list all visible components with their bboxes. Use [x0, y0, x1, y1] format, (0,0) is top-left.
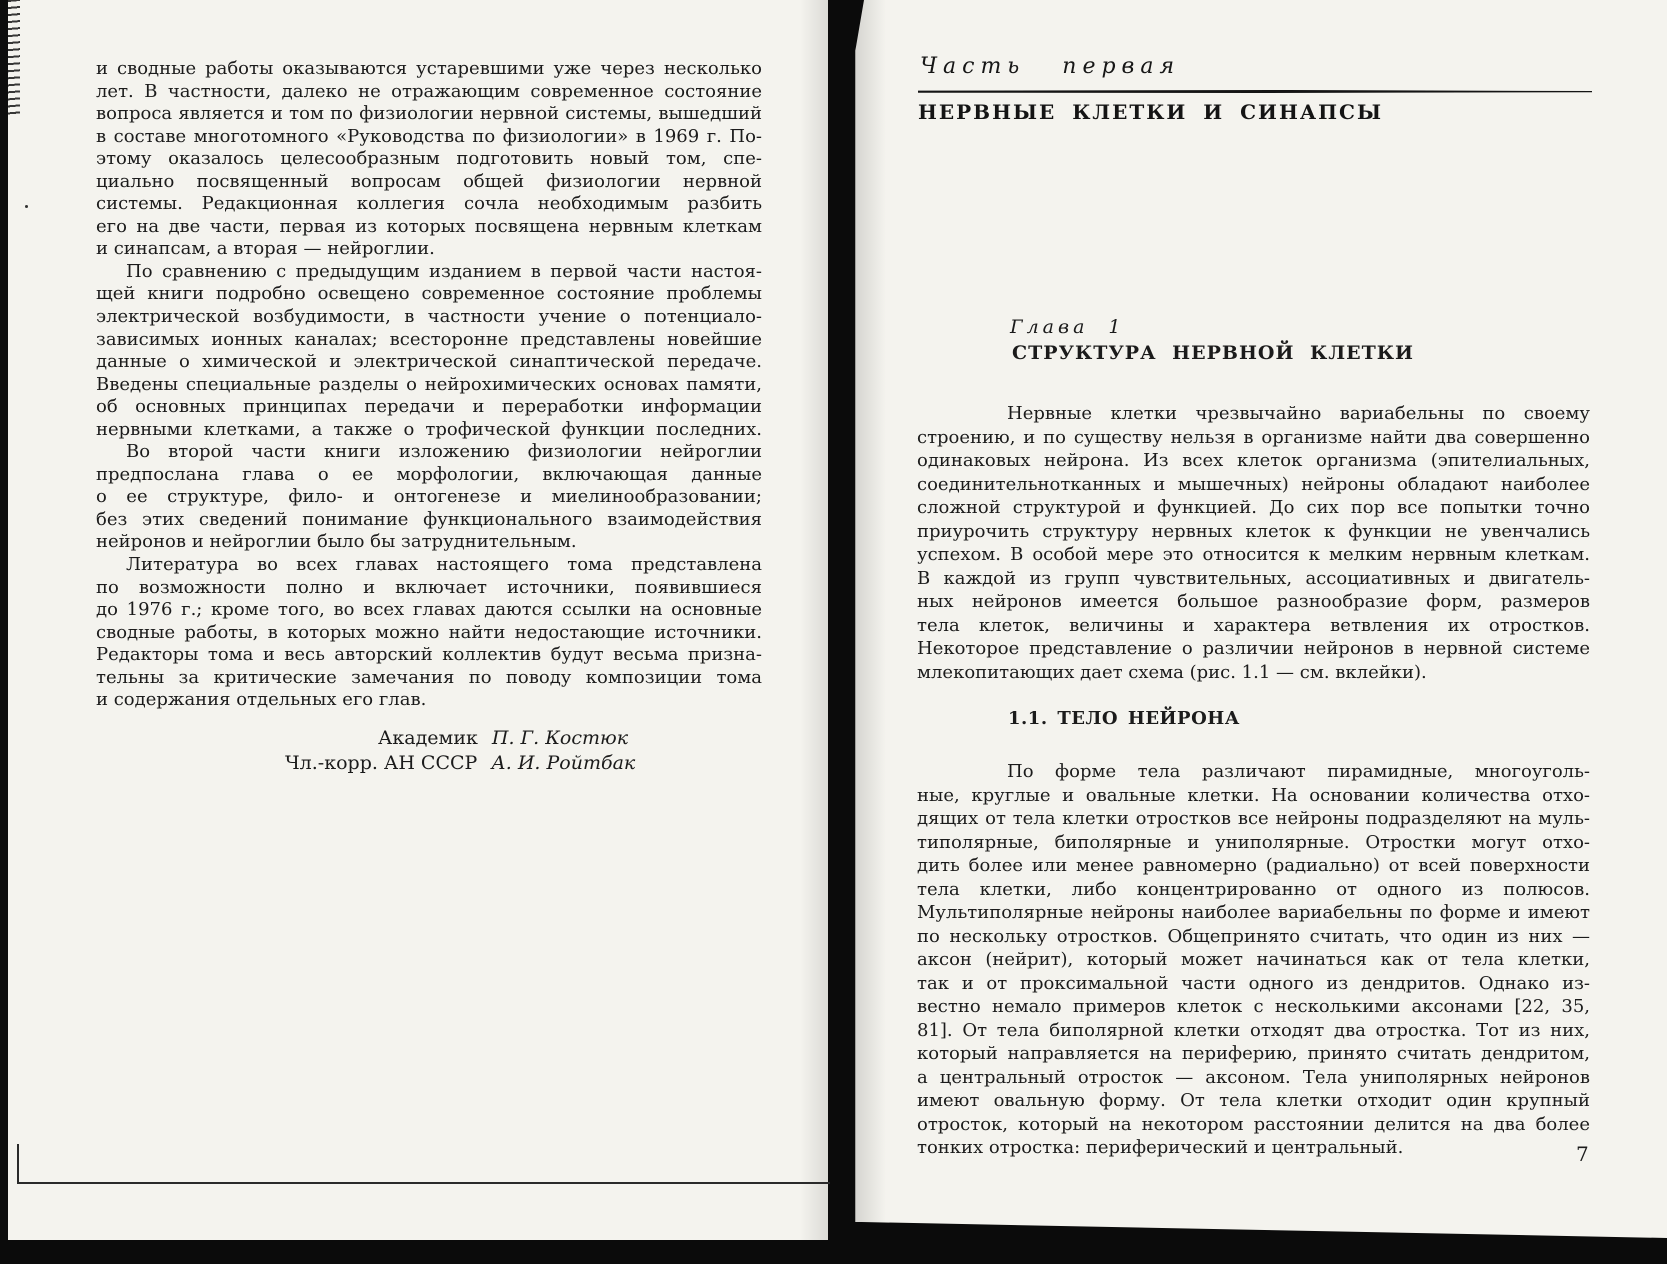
text-line: успехом. В особой мере это относится к мелким нервным клеткам.: [917, 544, 1590, 565]
gutter-shadow-right: [856, 0, 886, 1264]
text-line: щей книги подробно освещено современное состояние проблемы: [96, 283, 762, 305]
text-line: По форме тела различают пирамидные, многоуголь-: [1007, 761, 1590, 782]
text-line: по нескольку отростков. Общепринято считать, что один из них —: [917, 925, 1590, 947]
text-line: о ее структуре, фило- и онтогенезе и миелинообразовании;: [96, 486, 762, 508]
left-page-corner-edge-line: [17, 1144, 19, 1184]
signature-name: А. И. Ройтбак: [491, 752, 636, 774]
text-line: имеют овальную форму. От тела клетки отходит один крупный: [917, 1090, 1590, 1111]
text-line: одинаковых нейрона. Из всех клеток организма (эпителиальных,: [917, 450, 1590, 471]
text-line: Литература во всех главах настоящего тома представлена: [126, 554, 762, 576]
text-line: а центральный отросток — аксоном. Тела униполярных нейронов: [917, 1066, 1590, 1088]
left-page-bottom-edge-line: [18, 1182, 830, 1184]
text-line: в составе многотомного «Руководства по физиологии» в 1969 г. По-: [96, 125, 762, 147]
text-line: строению, и по существу нельзя в организме найти два совершенно: [917, 426, 1590, 448]
text-line: Нервные клетки чрезвычайно вариабельны по своему: [1007, 403, 1590, 424]
text-line: циально посвященный вопросам общей физиологии нервной: [96, 170, 762, 192]
text-line: отросток, который на некотором расстоянии делится на два более: [917, 1113, 1590, 1135]
gutter-shadow-left: [800, 0, 828, 1264]
text-line: и сводные работы оказываются устаревшими уже через несколько: [96, 58, 762, 79]
scan-edge-bottom-band: [0, 1240, 1667, 1264]
text-line: По сравнению с предыдущим изданием в первой части настоя-: [126, 260, 762, 282]
text-line: дить более или менее равномерно (радиально) от всей поверхности: [917, 855, 1590, 876]
signature-name: П. Г. Костюк: [491, 727, 629, 749]
text-line: Редакторы тома и весь авторский коллектив будут весьма призна-: [96, 644, 762, 666]
text-line: тела клеток, величины и характера ветвления их отростков.: [917, 614, 1590, 636]
text-line: ные, круглые и овальные клетки. На основании количества отхо-: [917, 784, 1590, 806]
page-number: 7: [1576, 1142, 1589, 1166]
text-line: вопроса является и том по физиологии нервной системы, вышедший: [96, 103, 762, 125]
chapter-title: СТРУКТУРА НЕРВНОЙ КЛЕТКИ: [1012, 342, 1414, 364]
text-line: данные о химической и электрической синаптической передаче.: [96, 351, 762, 373]
text-line: Во второй части книги изложению физиологии нейроглии: [126, 441, 762, 463]
text-line: до 1976 г.; кроме того, во всех главах даются ссылки на основные: [96, 599, 762, 621]
text-line: приурочить структуру нервных клеток к функции не увенчались: [917, 520, 1590, 542]
text-line: тела клетки, либо концентрированно от одного из полюсов.: [917, 878, 1590, 900]
text-line: его на две части, первая из которых посвящена нервным клеткам: [96, 215, 762, 237]
part-title: НЕРВНЫЕ КЛЕТКИ И СИНАПСЫ: [918, 100, 1383, 124]
text-line: типолярные, биполярные и униполярные. Отростки могут отхо-: [917, 831, 1590, 853]
text-line: нейронов и нейроглии было бы затруднительным.: [96, 531, 577, 553]
text-line: предпослана глава о ее морфологии, включающая данные: [96, 463, 762, 485]
scan-hatch-marks: [8, 0, 20, 118]
text-line: этому оказалось целесообразным подготовить новый том, спе-: [96, 148, 762, 170]
text-line: Введены специальные разделы о нейрохимических основах памяти,: [96, 373, 762, 395]
signature-role: Академик: [378, 727, 478, 749]
left-page-body-text: [96, 58, 762, 712]
text-line: и синапсам, а вторая — нейроглии.: [96, 238, 435, 260]
text-line: дящих от тела клетки отростков все нейроны подразделяют на муль-: [917, 808, 1590, 829]
text-line: сложной структурой и функцией. До сих пор все попытки точно: [917, 497, 1590, 518]
text-line: аксон (нейрит), который может начинаться как от тела клетки,: [917, 949, 1590, 970]
text-line: 81]. От тела биполярной клетки отходят два отростка. Тот из них,: [917, 1019, 1590, 1041]
part-label: Часть первая: [920, 54, 1181, 79]
text-line: который направляется на периферию, принято считать дендритом,: [917, 1043, 1590, 1064]
signature-role: Чл.-корр. АН СССР: [285, 752, 478, 774]
text-line: вестно немало примеров клеток с несколькими аксонами [22, 35,: [917, 996, 1590, 1017]
scan-edge-left-strip: [0, 0, 8, 1264]
text-line: об основных принципах передачи и переработки информации: [96, 396, 762, 418]
chapter-intro-paragraph: [917, 402, 1590, 684]
text-line: и содержания отдельных его глав.: [96, 689, 427, 711]
text-line: электрической возбудимости, в частности учение о потенциало-: [96, 306, 762, 328]
text-line: соединительнотканных и мышечных) нейроны обладают наиболее: [917, 473, 1590, 495]
text-line: Мультиполярные нейроны наиболее вариабельны по форме и имеют: [917, 902, 1590, 923]
signature-line-1: [378, 727, 628, 749]
text-line: тельны за критические замечания по поводу композиции тома: [96, 666, 762, 688]
signature-line-2: [285, 752, 635, 774]
text-line: Некоторое представление о различии нейронов в нервной системе: [917, 638, 1590, 659]
text-line: млекопитающих дает схема (рис. 1.1 — см. вклейки).: [917, 661, 1427, 683]
section-body-paragraph: [917, 760, 1590, 1160]
text-line: без этих сведений понимание функционального взаимодействия: [96, 508, 762, 530]
part-divider-rule: [918, 90, 1592, 93]
text-line: лет. В частности, далеко не отражающим современное состояние: [96, 80, 762, 102]
text-line: по возможности полно и включает источники, появившиеся: [96, 576, 762, 598]
text-line: зависимых ионных каналах; всесторонне представлены новейшие: [96, 328, 762, 350]
scan-speck: [25, 205, 28, 208]
text-line: так и от проксимальной части одного из дендритов. Однако из-: [917, 972, 1590, 994]
text-line: В каждой из групп чувствительных, ассоциативных и двигатель-: [917, 567, 1590, 589]
scan-edge-bottom-wedge: [828, 1222, 1667, 1242]
text-line: сводные работы, в которых можно найти недостающие источники.: [96, 621, 762, 643]
text-line: нервными клетками, а также о трофической функции последних.: [96, 418, 762, 440]
section-heading: 1.1. ТЕЛО НЕЙРОНА: [1008, 708, 1240, 729]
text-line: тонких отростка: периферический и центральный.: [917, 1137, 1404, 1158]
text-line: ных нейронов имеется большое разнообразие форм, размеров: [917, 591, 1590, 612]
text-line: системы. Редакционная коллегия сочла необходимым разбить: [96, 193, 762, 215]
chapter-label: Глава 1: [1010, 316, 1125, 338]
